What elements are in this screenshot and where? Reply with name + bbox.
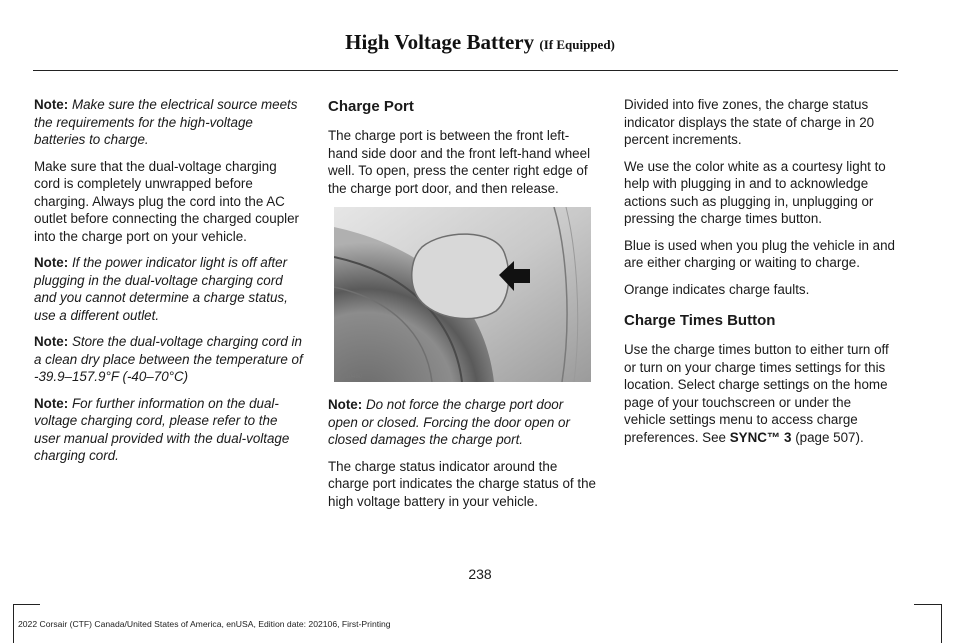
paragraph-blue-light: Blue is used when you plug the vehicle in and are either charging or waiting to charge. xyxy=(624,237,895,270)
sync-reference-link[interactable]: SYNC™ 3 xyxy=(729,429,792,445)
note-text: For further information on the dual-voltage charging cord, please refer to the user manual provided with the dual-voltage charging cord. xyxy=(34,395,290,463)
note-power-indicator xyxy=(34,254,306,324)
paragraph-status-indicator: The charge status indicator around the charge port indicates the charge status of the high voltage battery in your vehicle. xyxy=(328,458,596,509)
note-further-info xyxy=(34,395,306,465)
paragraph-five-zones: Divided into five zones, the charge status indicator displays the state of charge in 20 percent increments. xyxy=(624,97,875,147)
note-label: Note: xyxy=(34,334,69,349)
page-reference: (page 507). xyxy=(791,429,864,445)
page-header xyxy=(0,30,960,55)
note-make-sure xyxy=(34,96,306,149)
header-title: High Voltage Battery xyxy=(345,30,535,54)
charge-port-door xyxy=(412,234,509,319)
figure-code: E330460 xyxy=(338,374,363,380)
crop-mark xyxy=(941,605,942,643)
crop-mark xyxy=(914,604,942,605)
note-label: Note: xyxy=(34,395,69,411)
note-label: Note: xyxy=(34,255,69,270)
crop-mark xyxy=(13,605,14,643)
paragraph-unwrap-cord: Make sure that the dual-voltage charging cord is completely unwrapped before charging. Always plug the cord into the AC outlet before connecting the charged coupler into the charge port on your vehicle. xyxy=(34,158,300,244)
column-left xyxy=(34,96,306,474)
note-text: If the power indicator light is off after plugging in the dual-voltage charging cord and you cannot determine a charge status, use a different outlet. xyxy=(34,255,288,323)
note-label: Note: xyxy=(34,97,69,112)
note-text: Do not force the charge port door open or closed. Forcing the door open or closed damages the charge port. xyxy=(328,397,570,447)
charge-port-illustration xyxy=(334,207,591,382)
heading-charge-times-button: Charge Times Button xyxy=(624,312,776,329)
column-middle xyxy=(328,96,596,519)
header-rule xyxy=(33,70,898,71)
page-number: 238 xyxy=(468,566,492,582)
header-subtitle: (If Equipped) xyxy=(539,37,615,52)
charge-times-text: Use the charge times button to either turn off or turn on your charge times settings for this location. Select charge settings on the home page of your touchscreen or under the vehicle settings menu to access charge preferences. See xyxy=(624,342,889,445)
crop-mark xyxy=(13,604,40,605)
paragraph-white-light: We use the color white as a courtesy light to help with plugging in and to acknowledge actions such as plugging in, unplugging or pressing the charge times button. xyxy=(624,158,886,226)
note-label: Note: xyxy=(328,397,363,412)
note-do-not-force xyxy=(328,396,596,449)
paragraph-charge-port-location: The charge port is between the front left-hand side door and the front left-hand wheel well. To open, press the center right edge of the charge port door, and then release. xyxy=(328,128,591,196)
charge-port-figure xyxy=(334,207,591,382)
column-right xyxy=(624,96,896,455)
heading-charge-port: Charge Port xyxy=(328,98,414,115)
note-text: Store the dual-voltage charging cord in a clean dry place between the temperature of -39.9–157.9°F (-40–70°C) xyxy=(34,334,303,384)
note-text: Make sure the electrical source meets the requirements for the high-voltage batteries to charge. xyxy=(34,97,298,147)
paragraph-charge-times xyxy=(624,341,896,446)
note-store-cord xyxy=(34,333,306,386)
paragraph-orange-light: Orange indicates charge faults. xyxy=(624,281,810,297)
footer-edition: 2022 Corsair (CTF) Canada/United States of America, enUSA, Edition date: 202106, First-Printing xyxy=(18,619,391,629)
